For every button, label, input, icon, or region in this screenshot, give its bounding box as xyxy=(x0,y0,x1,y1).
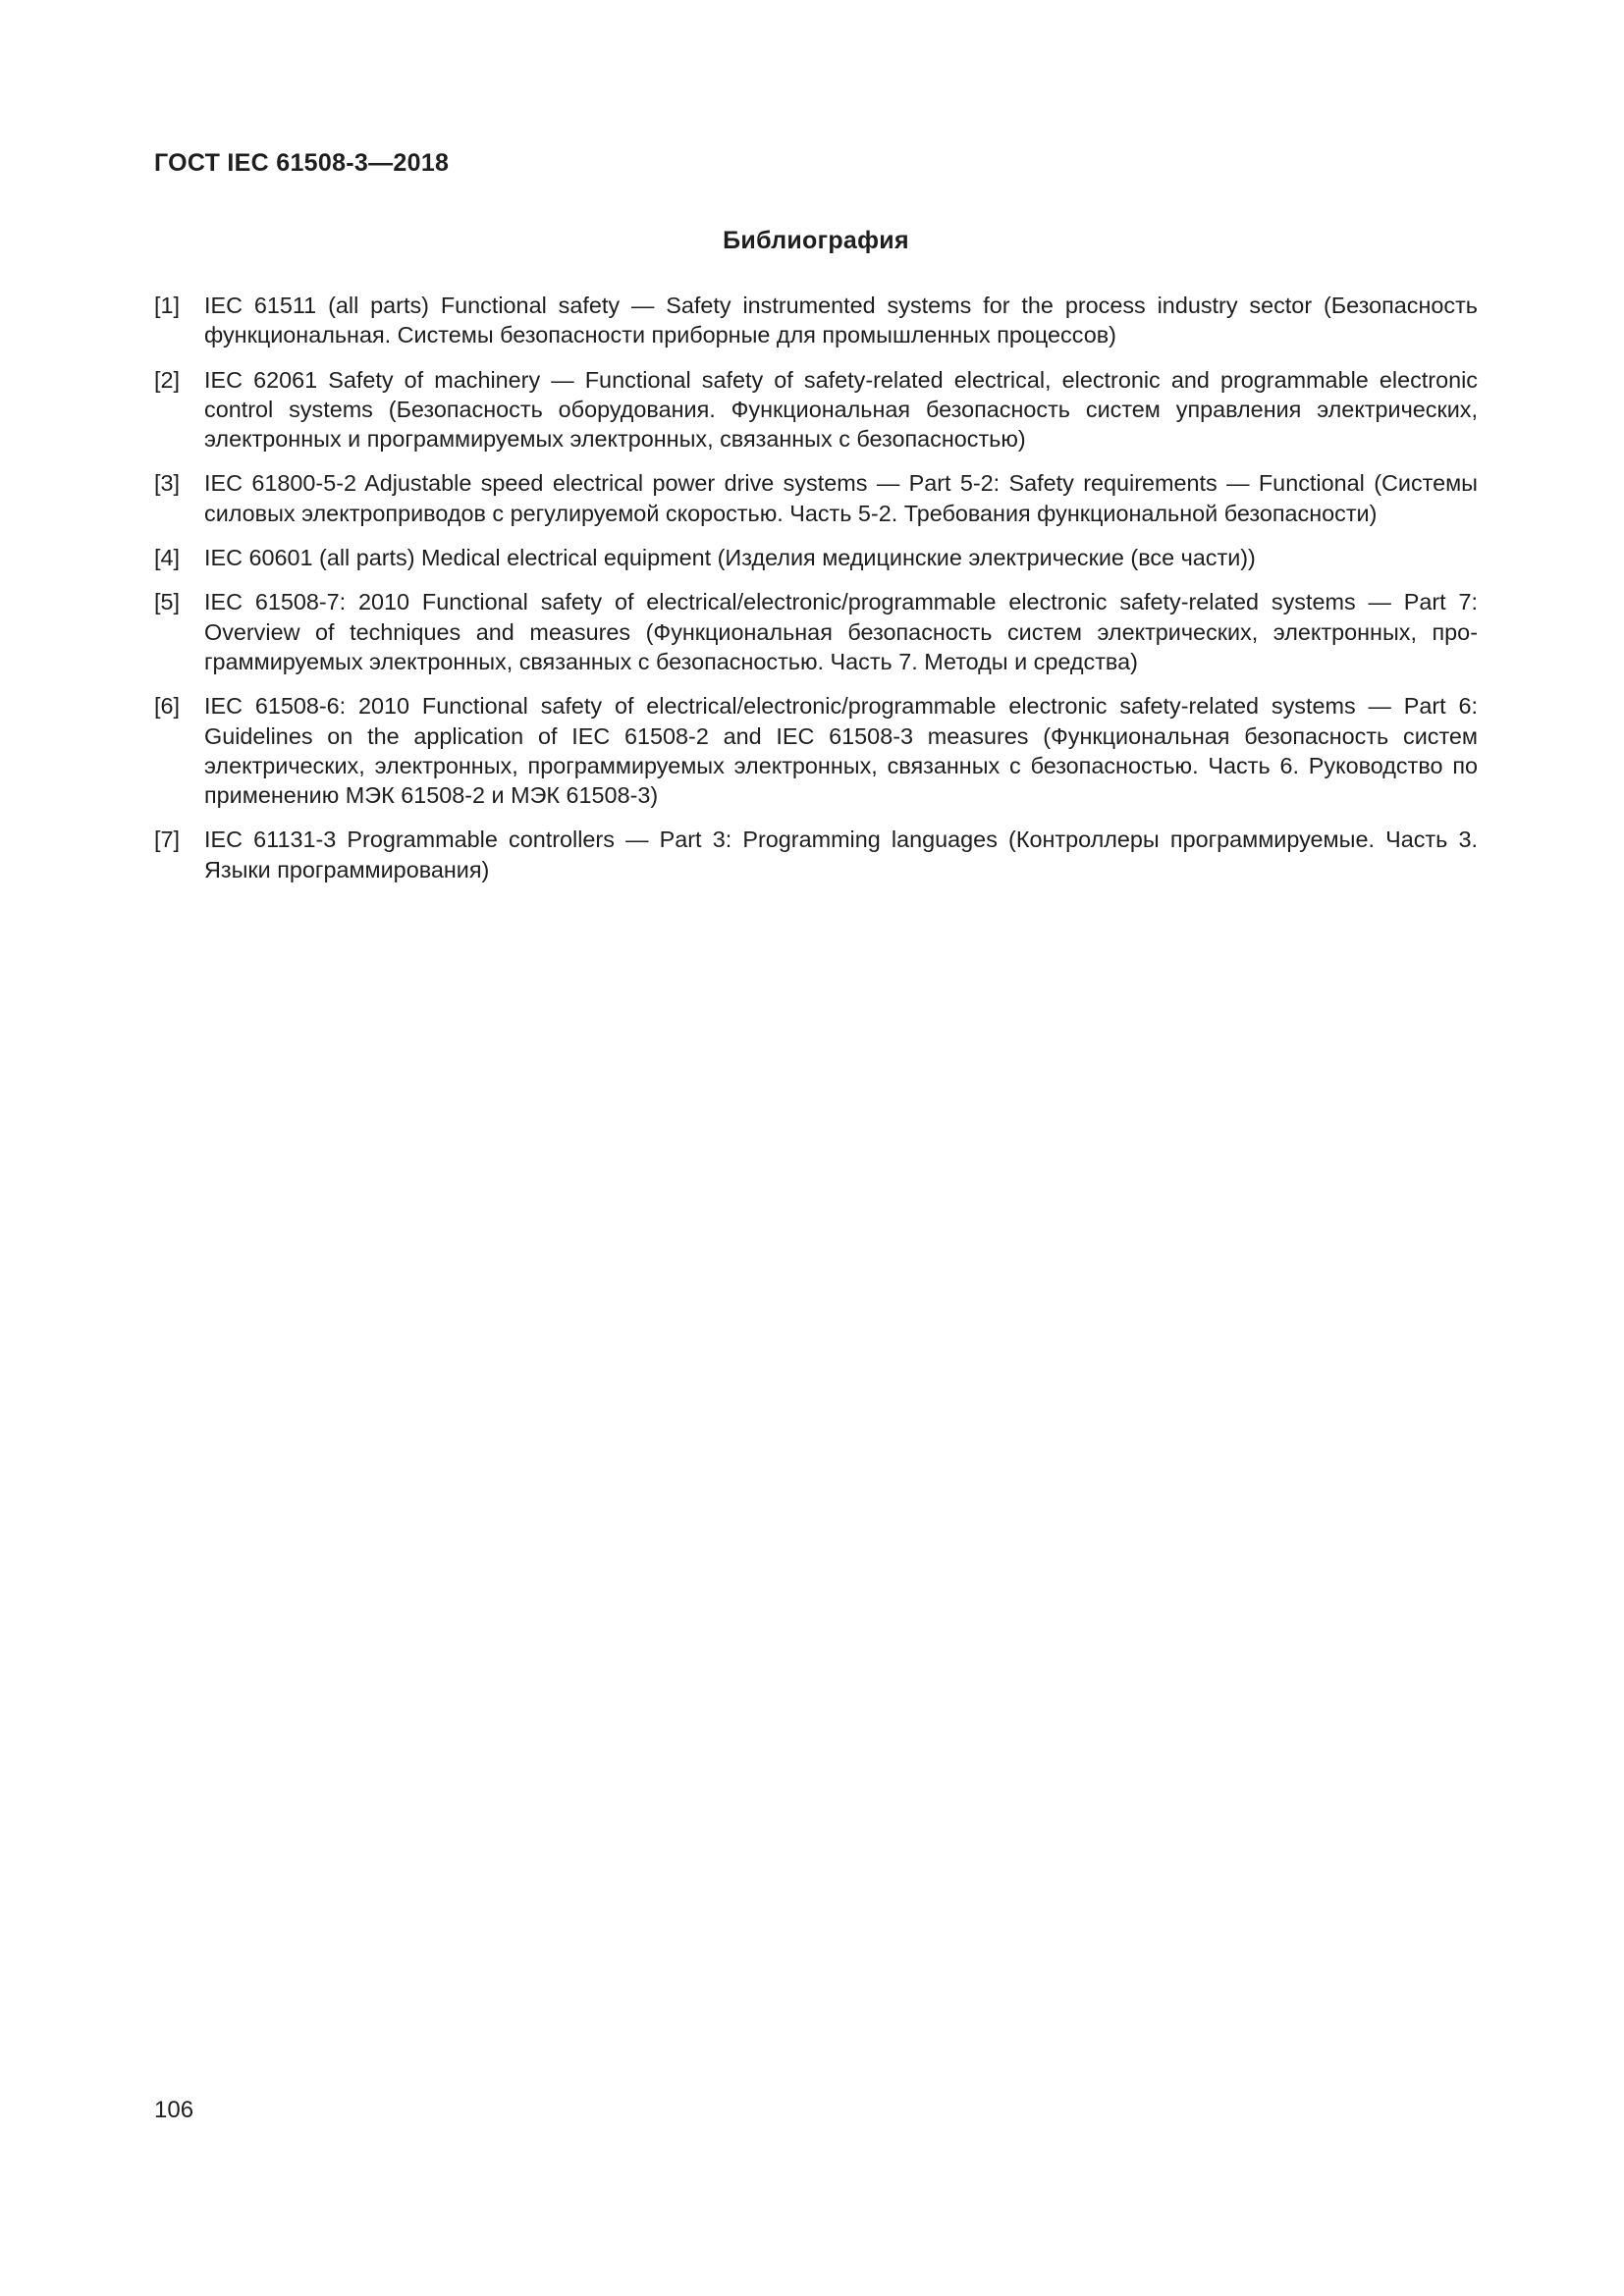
bibliography-entry xyxy=(154,543,1478,572)
bibliography-entry xyxy=(154,365,1478,454)
standard-code-header: ГОСТ IEC 61508-3—2018 xyxy=(154,149,450,177)
entry-text: IEC 61800-5-2 Adjustable speed electrical power drive systems — Part 5-2: Safety requirements — Functional (Системы силовых электроприводов с регулируемой скоростью. Часть 5-2. Требования функциональной безопасности) xyxy=(204,470,1478,526)
bibliography-entry xyxy=(154,468,1478,528)
entry-text: IEC 61508-6: 2010 Functional safety of electrical/electronic/programmable electronic safety-related systems — Part 6: Guidelines on the application of IEC 61508-2 and IEC 61508-3 measures (Функциональная безопасность систем электрических, электронных, программируемых электронных, связанных с безопасностью. Часть 6. Руководство по применению МЭК 61508-2 и МЭК 61508-3) xyxy=(204,693,1478,809)
bibliography-entry xyxy=(154,825,1478,884)
entry-text: IEC 62061 Safety of machinery — Functional safety of safety-related electrical, electronic and programmable electronic control systems (Безопасность оборудования. Функциональная безопасность систем управления электрических, электронных и программируемых электронных, связанных с безопасностью) xyxy=(204,366,1478,453)
bibliography-entry xyxy=(154,691,1478,810)
bibliography-list xyxy=(154,291,1478,899)
entry-number: [5] xyxy=(154,589,181,615)
entry-text: IEC 61131-3 Programmable controllers — Part 3: Programming languages (Контроллеры программируемые. Часть 3. Языки программирования) xyxy=(204,827,1478,882)
bibliography-entry xyxy=(154,587,1478,676)
entry-number: [2] xyxy=(154,366,181,393)
bibliography-entry xyxy=(154,291,1478,350)
entry-number: [6] xyxy=(154,693,181,720)
entry-number: [4] xyxy=(154,545,181,571)
page-number: 106 xyxy=(154,2097,194,2123)
entry-text: IEC 61511 (all parts) Functional safety — Safety instrumented systems for the process industry sector (Безопасность функциональная. Системы безопасности приборные для промышленных процессов) xyxy=(204,293,1478,348)
entry-number: [1] xyxy=(154,293,181,318)
section-title: Библиография xyxy=(723,227,909,254)
entry-number: [7] xyxy=(154,827,181,853)
entry-text: IEC 60601 (all parts) Medical electrical equipment (Изделия медицинские электрические (все части)) xyxy=(204,545,1256,571)
entry-number: [3] xyxy=(154,470,181,497)
entry-text: IEC 61508-7: 2010 Functional safety of electrical/electronic/programmable electronic safety-related systems — Part 7: Overview of techniques and measures (Функциональная безопасность систем электрических, электронных, программируемых электронных, связанных с безопасностью. Часть 7. Методы и средства) xyxy=(204,589,1478,674)
